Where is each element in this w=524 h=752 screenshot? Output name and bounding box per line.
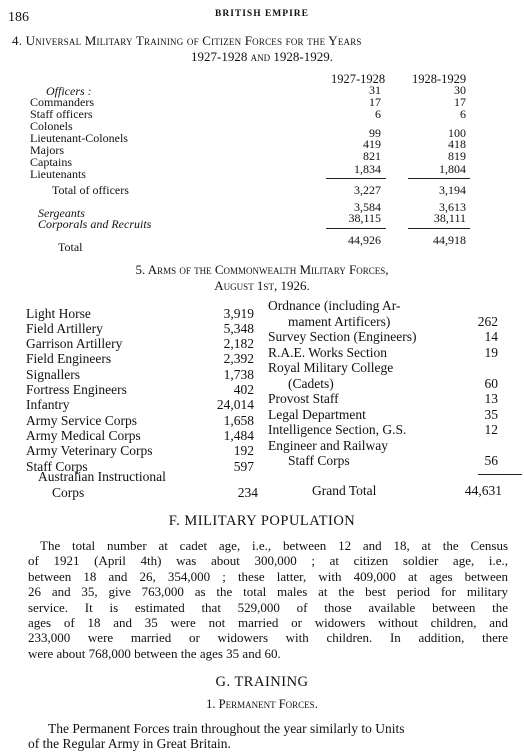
- row-label: Staff officers: [30, 107, 93, 121]
- arm-label: Australian Instructional: [38, 469, 166, 484]
- arm-label: Royal Military College: [268, 360, 394, 375]
- subtotal-rule-1927: [326, 178, 386, 179]
- section-g-paragraph: [28, 721, 508, 752]
- row-value-1927: 6: [375, 107, 381, 121]
- paragraph-line: The total number at cadet age, i.e., between 12 and 18, at the Census: [40, 538, 508, 553]
- row-value-1927: 99: [369, 126, 381, 140]
- paragraph-line: 233,000 were married or widowers with children. In addition, there: [28, 630, 508, 646]
- section-f-paragraph: [28, 538, 508, 661]
- grand-total-label: Grand Total: [312, 483, 377, 498]
- arm-value: 60: [484, 375, 498, 391]
- arm-label: Army Service Corps: [26, 412, 137, 428]
- column-header-1927: 1927-1928: [331, 72, 386, 86]
- arm-value: 234: [237, 485, 258, 500]
- total-1927: 44,926: [348, 233, 381, 247]
- section-g-heading: G. TRAINING: [215, 674, 309, 690]
- row-value-1928: 819: [448, 149, 466, 163]
- officers-label: Officers :: [46, 84, 92, 98]
- total-rule-1927: [326, 228, 386, 229]
- arm-value: 1,738: [223, 366, 254, 382]
- arm-value: 56: [484, 453, 498, 468]
- arm-value: 14: [484, 329, 498, 344]
- corporals-label: Corporals and Recruits: [38, 217, 152, 231]
- arm-label: Staff Corps: [288, 453, 350, 468]
- running-head: BRITISH EMPIRE: [215, 9, 309, 19]
- arm-value: 402: [233, 382, 254, 397]
- arm-value: 192: [233, 443, 254, 459]
- section5-title-line2: August 1st, 1926.: [214, 278, 310, 293]
- paragraph-line: The Permanent Forces train throughout the year similarly to Units: [48, 721, 405, 736]
- arm-label: Corps: [52, 485, 85, 500]
- paragraph-line: were about 768,000 between the ages 35 and 60.: [28, 645, 281, 661]
- arm-label: Garrison Artillery: [26, 336, 123, 352]
- arm-value: 24,014: [216, 397, 254, 413]
- row-label: Lieutenant-Colonels: [30, 131, 128, 145]
- row-label: Majors: [30, 143, 64, 157]
- officers-hidden-v1: 31: [369, 83, 381, 97]
- arm-value: 262: [477, 313, 498, 329]
- total-1928: 44,918: [433, 233, 466, 247]
- section4-title-line2: 1927-1928 and 1928-1929.: [191, 49, 333, 64]
- row-value-1928: 1,804: [439, 162, 466, 176]
- arm-label: Ordnance (including Ar-: [268, 298, 401, 313]
- total-officers-1928: 3,194: [439, 183, 466, 197]
- row-value-1927: 1,834: [354, 162, 381, 176]
- arm-label: Field Artillery: [26, 320, 103, 336]
- paragraph-line: 26 and 35, give 763,000 as the total males at the best period for military: [28, 584, 508, 600]
- arm-label: Intelligence Section, G.S.: [268, 422, 407, 437]
- column-header-1928: 1928-1929: [412, 72, 467, 86]
- arm-label: Field Engineers: [26, 351, 112, 367]
- paragraph-line: ages of 18 and 35 were not married or widowers without children, and: [28, 615, 508, 631]
- arm-label: Army Medical Corps: [26, 427, 141, 443]
- arm-label: Infantry: [26, 397, 70, 413]
- row-value-1927: 821: [363, 149, 381, 163]
- sergeants-1928: 3,613: [439, 200, 466, 214]
- total-label-row: [0, 241, 524, 253]
- row-value-1927: 419: [363, 137, 381, 151]
- arm-value: 2,392: [223, 351, 254, 367]
- grand-total-rule: [478, 474, 522, 475]
- arm-label: Light Horse: [26, 305, 91, 321]
- arm-value: 1,658: [223, 412, 254, 428]
- paragraph-line: service. It is estimated that 529,000 of those available between the: [28, 599, 508, 615]
- arm-value: 19: [484, 344, 498, 360]
- arm-value: 5,348: [223, 320, 254, 336]
- total-rule-1928: [408, 228, 470, 229]
- row-value-1928: 17: [454, 95, 466, 109]
- arm-value: 35: [484, 406, 498, 422]
- subtotal-rule-1928: [408, 178, 470, 179]
- row-label: Colonels: [30, 119, 73, 133]
- sergeants-1927: 3,584: [354, 200, 381, 214]
- arm-label: Signallers: [26, 366, 80, 382]
- arm-value: 2,182: [223, 336, 254, 352]
- total-label: Total: [58, 240, 83, 254]
- arm-label: Engineer and Railway: [268, 437, 388, 453]
- sergeants-label: Sergeants: [38, 206, 85, 220]
- arm-value: 13: [484, 391, 498, 406]
- arm-value: 597: [233, 458, 254, 474]
- arm-value: 1,484: [223, 427, 254, 443]
- paragraph-line: between 18 and 26, 354,000 ; these latter, with 409,000 at ages between: [28, 568, 508, 584]
- table-row: [0, 108, 524, 120]
- row-label: Lieutenants: [30, 167, 86, 181]
- section-g-subheading: 1. Permanent Forces.: [206, 697, 318, 711]
- arm-label: (Cadets): [288, 375, 334, 391]
- row-label: Captains: [30, 155, 72, 169]
- section-f-heading: F. MILITARY POPULATION: [168, 513, 356, 529]
- arm-label: Fortress Engineers: [26, 382, 127, 397]
- row-value-1928: 6: [460, 107, 466, 121]
- total-officers-label: Total of officers: [52, 183, 129, 197]
- arm-label: Staff Corps: [26, 458, 88, 474]
- row-label: Commanders: [30, 95, 94, 109]
- row-value-1927: 17: [369, 95, 381, 109]
- grand-total-value: 44,631: [464, 483, 502, 498]
- page-number: 186: [8, 10, 29, 25]
- total-officers-row: [0, 184, 524, 196]
- corporals-1927: 38,115: [348, 211, 381, 225]
- arm-label: Provost Staff: [268, 391, 339, 406]
- paragraph-line: of 1921 (April 4th) was about 300,000 ; at citizen soldier age, i.e.,: [28, 553, 508, 569]
- total-officers-1927: 3,227: [354, 183, 381, 197]
- row-value-1928: 100: [448, 126, 466, 140]
- row-value-1928: 418: [448, 137, 466, 151]
- arm-label: mament Artificers): [288, 313, 391, 329]
- section4-title-line1: 4. Universal Military Training of Citizen Forces for the Years: [12, 33, 362, 48]
- arm-label: R.A.E. Works Section: [268, 344, 388, 360]
- paragraph-line: of the Regular Army in Great Britain.: [28, 736, 231, 752]
- arm-label: Army Veterinary Corps: [26, 443, 153, 459]
- arm-value: 3,919: [223, 305, 254, 321]
- section5-title-line1: 5. Arms of the Commonwealth Military Forces,: [135, 262, 389, 277]
- corporals-1928: 38,111: [433, 211, 466, 225]
- officers-hidden-v2: 30: [454, 83, 466, 97]
- arm-value: 12: [484, 422, 498, 437]
- arm-label: Legal Department: [268, 406, 366, 422]
- arm-label: Survey Section (Engineers): [268, 329, 417, 344]
